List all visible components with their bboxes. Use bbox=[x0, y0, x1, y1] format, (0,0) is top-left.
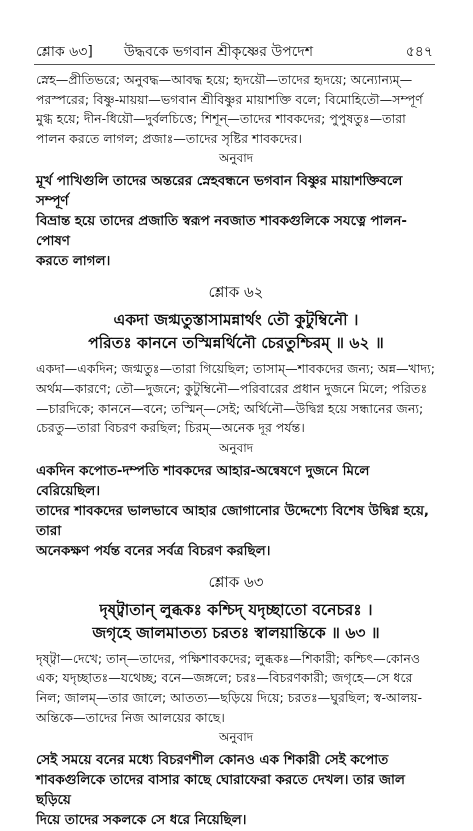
word-meanings bbox=[36, 649, 436, 727]
page-header bbox=[36, 40, 433, 62]
gloss-line: পালন করতে লাগল; প্রজাঃ—তাদের সৃষ্টির শাবকদের। bbox=[36, 130, 303, 146]
translation-line: অনেকক্ষণ পর্যন্ত বনের সর্বত্র বিচরণ করছিল। bbox=[36, 543, 271, 559]
word-meanings bbox=[36, 359, 436, 437]
page-number: ৫৪৭ bbox=[405, 44, 433, 60]
gloss-line: চেরতু—তারা বিচরণ করছিল; চিরম্—অনেক দূর পর্যন্ত। bbox=[36, 420, 305, 436]
translation-line: বিভ্রান্ত হয়ে তাদের প্রজাতি স্বরূপ নবজাত শাবকগুলিকে সযত্নে পালন-পোষণ bbox=[36, 214, 407, 250]
translation-line: শাবকগুলিকে তাদের বাসার কাছে ঘোরাফেরা করতে দেখল। তার জাল ছড়িয়ে bbox=[36, 773, 405, 809]
translation-line: দিয়ে তাদের সকলকে সে ধরে নিয়েছিল। bbox=[36, 813, 247, 829]
word-meanings-continued bbox=[36, 70, 436, 148]
gloss-line: —চারদিকে; কাননে—বনে; তস্মিন্—সেই; অর্থিনৌ—উদ্বিগ্ন হয়ে সন্ধানের জন্য; bbox=[36, 400, 424, 416]
gloss-line: স্নেহ—প্রীতিভরে; অনুবদ্ধ—আবদ্ধ হয়ে; হৃদয়ৌ—তাদের হৃদয়ে; অন্যোন্যম্— bbox=[36, 72, 413, 87]
translation-line: করতে লাগল। bbox=[36, 254, 111, 270]
gloss-line: একদা—একদিন; জগ্মতুঃ—তারা গিয়েছিল; তাসাম্—শাবকদের জন্য; অন্ন—খাদ্য; bbox=[36, 361, 435, 377]
gloss-line: এক; যদৃচ্ছাতঃ—যথেচ্ছ; বনে—জঙ্গলে; চরঃ—বিচরণকারী; জগৃহে—সে ধরে bbox=[36, 670, 413, 686]
translation-block bbox=[36, 462, 436, 562]
translation-label: অনুবাদ bbox=[218, 730, 254, 745]
translation-line: মূর্খ পাখিগুলি তাদের অন্তরের স্নেহবন্ধনে ভগবান বিষ্ণুর মায়াশক্তিবলে সম্পূর্ণ bbox=[36, 174, 403, 210]
gloss-line: পরস্পরের; বিষ্ণু-মায়য়া—ভগবান শ্রীবিষ্ণুর মায়াশক্তি বলে; বিমোহিতৌ—সম্পূর্ণ bbox=[36, 91, 423, 107]
translation-label: অনুবাদ bbox=[218, 440, 254, 455]
header-divider bbox=[34, 64, 435, 65]
gloss-line: দৃষ্ট্বা—দেখে; তান্—তাদের, পক্ষিশাবকদের; লুব্ধকঃ—শিকারী; কশ্চিৎ—কোনও bbox=[36, 650, 421, 666]
verse-line: জগৃহে জালমাতত্য চরতঃ স্বালয়ান্তিকে ॥ ৬৩ ॥ bbox=[92, 623, 380, 642]
translation-label: অনুবাদ bbox=[218, 151, 254, 166]
gloss-line: অন্তিকে—তাদের নিজ আলয়ের কাছে। bbox=[36, 709, 225, 725]
verse-line: দৃষ্ট্বাতান্ লুব্ধকঃ কশ্চিদ্ যদৃচ্ছাতো বনেচরঃ । bbox=[99, 600, 373, 619]
verse-line: একদা জগ্মতুস্তাসামন্নার্থং তৌ কুটুম্বিনৌ । bbox=[113, 311, 359, 330]
header-verse-reference: শ্লোক ৬৩] bbox=[36, 44, 93, 60]
page-content bbox=[36, 70, 436, 831]
shloka-heading: শ্লোক ৬২ bbox=[208, 283, 264, 302]
gloss-line: অর্থম—কারণে; তৌ—দুজনে; কুটুম্বিনৌ—পরিবারের প্রধান দুজনে মিলে; পরিতঃ bbox=[36, 380, 428, 396]
gloss-line: মুগ্ধ হয়ে; দীন-ধিয়ৌ—দুর্বলচিত্তে; শিশূন্—তাদের শাবকদের; পুপুষতুঃ—তারা bbox=[36, 111, 406, 127]
shloka-heading: শ্লোক ৬৩ bbox=[208, 572, 264, 591]
verse-line: পরিতঃ কাননে তস্মিন্নর্থিনৌ চেরতুশ্চিরম্ ॥ ৬২ ॥ bbox=[88, 334, 384, 353]
header-chapter-title: উদ্ধবকে ভগবান শ্রীকৃষ্ণের উপদেশ bbox=[124, 44, 314, 60]
translation-line: একদিন কপোত-দম্পতি শাবকদের আহার-অন্বেষণে দুজনে মিলে বেরিয়েছিল। bbox=[36, 463, 370, 499]
translation-block bbox=[36, 172, 436, 272]
translation-block bbox=[36, 751, 436, 831]
gloss-line: নিল; জালম্—তার জালে; আতত্য—ছড়িয়ে দিয়ে; চরতঃ—ঘুরছিল; স্ব-আলয়- bbox=[36, 689, 423, 705]
translation-line: তাদের শাবকদের ভালভাবে আহার জোগানোর উদ্দেশ্যে বিশেষ উদ্বিগ্ন হয়ে, তারা bbox=[36, 503, 429, 539]
translation-line: সেই সময়ে বনের মধ্যে বিচরণশীল কোনও এক শিকারী সেই কপোত bbox=[36, 753, 389, 769]
